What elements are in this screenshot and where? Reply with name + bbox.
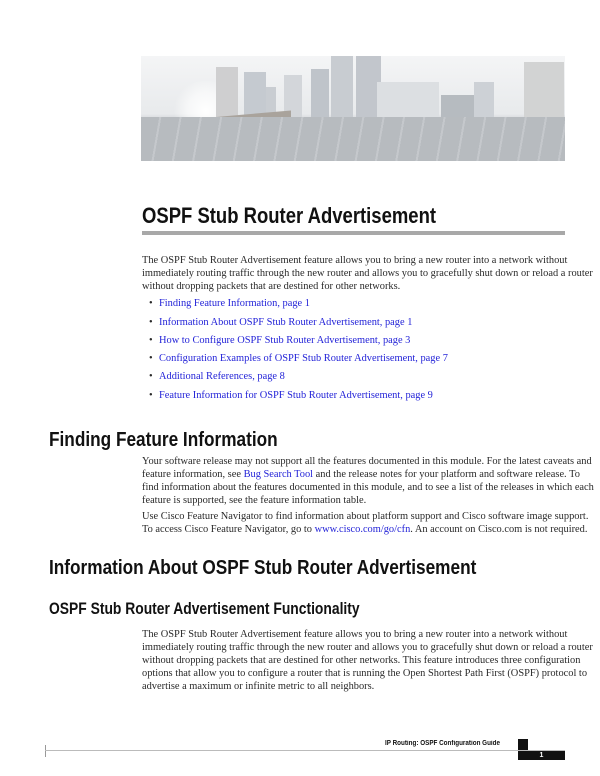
footer-divider <box>45 750 565 751</box>
cisco-feature-navigator-link[interactable]: www.cisco.com/go/cfn <box>314 524 411 535</box>
body-text: advertise a maximum or infinite metric to all neighbors. <box>142 681 375 692</box>
toc-link-configuration-examples[interactable]: Configuration Examples of OSPF Stub Router Advertisement, page 7 <box>159 353 448 364</box>
title-divider <box>142 231 565 235</box>
intro-text: immediately routing traffic through the new router and allows you to gracefully shut down or reload a router <box>142 268 593 279</box>
footer-tick <box>45 745 46 757</box>
bullet: • <box>149 335 153 346</box>
footer-guide-title: IP Routing: OSPF Configuration Guide <box>385 740 501 747</box>
body-text: without dropping packets that are destined for other networks. This feature introduces three configuration <box>142 655 581 666</box>
footer-marker <box>518 739 528 750</box>
body-text: options that allow you to configure a router that is running the Open Shortest Path First (OSPF) protocol to <box>142 668 588 679</box>
subsection-heading-functionality: OSPF Stub Router Advertisement Functionality <box>49 600 360 618</box>
bug-search-tool-link[interactable]: Bug Search Tool <box>243 469 314 480</box>
page-title: OSPF Stub Router Advertisement <box>142 203 437 228</box>
bullet: • <box>149 390 153 401</box>
toc-link-how-to-configure[interactable]: How to Configure OSPF Stub Router Advertisement, page 3 <box>159 335 411 346</box>
bullet: • <box>149 353 153 364</box>
toc-link-finding-feature-information[interactable]: Finding Feature Information, page 1 <box>159 298 310 309</box>
body-text: The OSPF Stub Router Advertisement feature allows you to bring a new router into a network without <box>142 629 568 640</box>
body-text: To access Cisco Feature Navigator, go to www.cisco.com/go/cfn. An account on Cisco.com is not required. <box>142 524 588 535</box>
bullet: • <box>149 317 153 328</box>
bullet: • <box>149 371 153 382</box>
section-heading-information-about: Information About OSPF Stub Router Advertisement <box>49 556 477 579</box>
body-text: immediately routing traffic through the new router and allows you to gracefully shut down or reload a router <box>142 642 593 653</box>
toc-link-additional-references[interactable]: Additional References, page 8 <box>159 371 285 382</box>
body-text: find information about the features documented in this module, and to see a list of the releases in which each <box>142 482 594 493</box>
toc-link-feature-information[interactable]: Feature Information for OSPF Stub Router Advertisement, page 9 <box>159 390 433 401</box>
banner-image-city-skyline <box>141 56 565 161</box>
body-text: Your software release may not support all the features documented in this module. For the latest caveats and <box>142 456 592 467</box>
intro-text: The OSPF Stub Router Advertisement feature allows you to bring a new router into a network without <box>142 255 568 266</box>
toc-link-information-about[interactable]: Information About OSPF Stub Router Advertisement, page 1 <box>159 317 413 328</box>
body-text: feature is supported, see the feature information table. <box>142 495 367 506</box>
intro-text: without dropping packets that are destined for other networks. <box>142 281 401 292</box>
body-text: Use Cisco Feature Navigator to find information about platform support and Cisco software image support. <box>142 511 589 522</box>
page-number: 1 <box>518 751 565 760</box>
body-text: feature information, see Bug Search Tool and the release notes for your platform and software release. To <box>142 469 580 480</box>
section-heading-finding-feature-information: Finding Feature Information <box>49 428 278 451</box>
bullet: • <box>149 298 153 309</box>
